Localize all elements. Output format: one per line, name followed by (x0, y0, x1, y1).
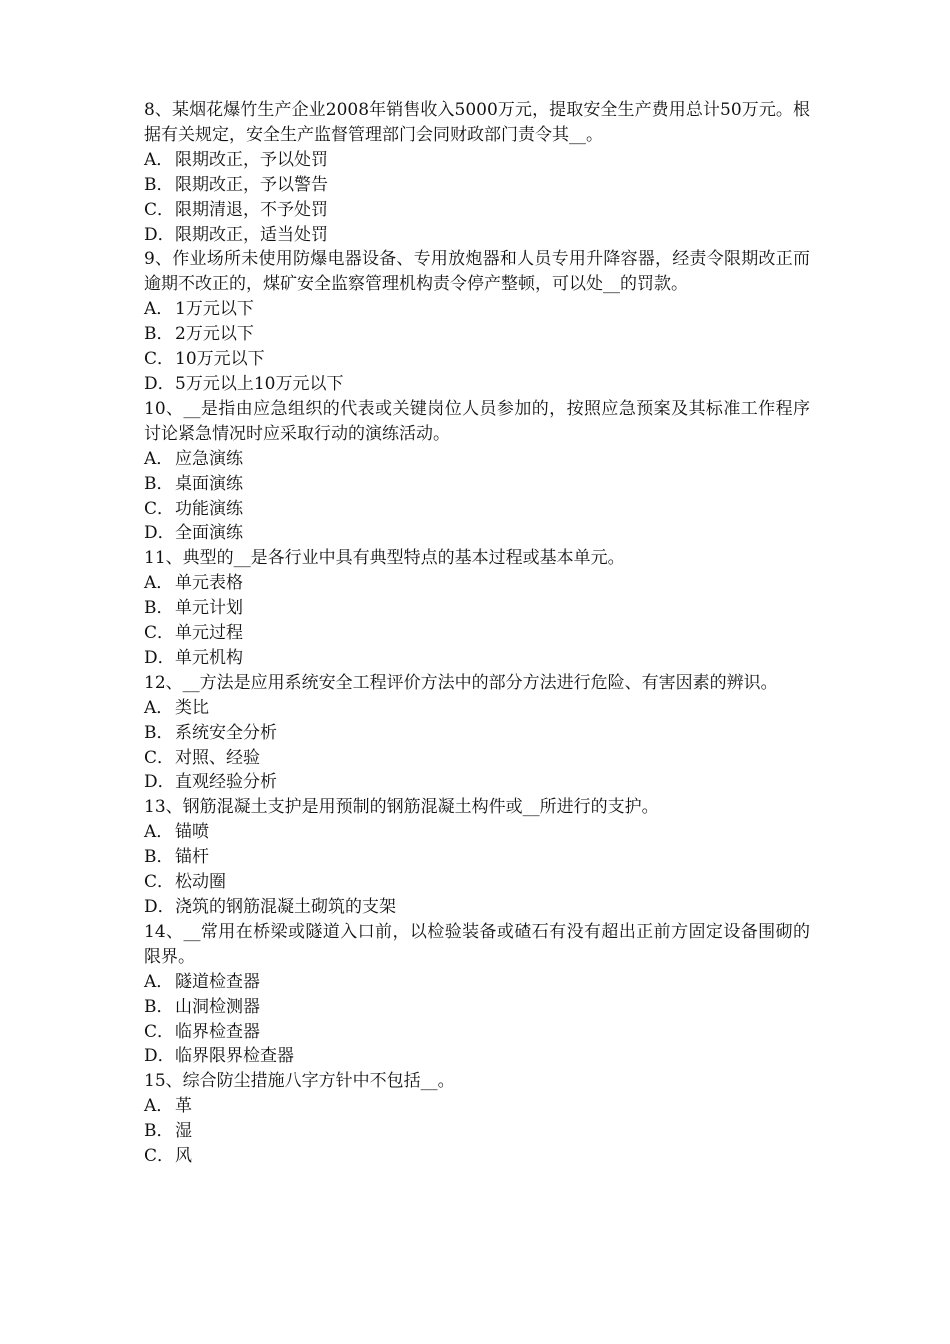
option-text: 全面演练 (175, 523, 243, 544)
answer-option (144, 820, 810, 845)
answer-option (144, 322, 810, 347)
option-letter: C． (144, 747, 175, 768)
answer-option (144, 995, 810, 1020)
question-item (144, 795, 810, 920)
option-text: 类比 (175, 697, 209, 718)
question-stem: 8、某烟花爆竹生产企业2008年销售收入5000万元，提取安全生产费用总计50万元。根据有关规定，安全生产监督管理部门会同财政部门责令其__。 (144, 100, 810, 145)
option-letter: C． (144, 623, 175, 644)
answer-option (144, 1044, 810, 1069)
document-page (144, 98, 810, 1169)
answer-option (144, 746, 810, 771)
option-letter: D． (144, 523, 175, 544)
option-text: 单元计划 (175, 598, 243, 619)
option-text: 单元机构 (175, 647, 243, 668)
option-letter: B． (144, 847, 174, 868)
option-letter: B． (144, 1121, 174, 1142)
answer-option (144, 372, 810, 397)
option-letter: A． (144, 1096, 174, 1117)
option-letter: D． (144, 647, 175, 668)
option-text: 锚杆 (175, 847, 209, 868)
answer-option (144, 895, 810, 920)
answer-option (144, 1020, 810, 1045)
option-text: 浇筑的钢筋混凝土砌筑的支架 (175, 897, 396, 917)
option-letter: A． (144, 149, 174, 170)
question-item (144, 546, 810, 671)
answer-option (144, 447, 810, 472)
option-text: 限期改正，适当处罚 (175, 224, 328, 245)
answer-option (144, 173, 810, 198)
answer-option (144, 571, 810, 596)
answer-option (144, 721, 810, 746)
question-item (144, 397, 810, 546)
option-text: 风 (175, 1146, 192, 1167)
answer-option (144, 347, 810, 372)
option-letter: C． (144, 872, 175, 893)
option-text: 2万元以下 (175, 324, 254, 345)
answer-option (144, 1094, 810, 1119)
option-text: 限期改正，予以警告 (175, 174, 328, 195)
option-letter: C． (144, 498, 175, 519)
option-text: 单元表格 (175, 573, 243, 594)
option-text: 5万元以上10万元以下 (175, 373, 344, 394)
answer-option (144, 148, 810, 173)
option-text: 直观经验分析 (175, 772, 277, 793)
option-letter: B． (144, 598, 174, 619)
answer-option (144, 696, 810, 721)
option-text: 10万元以下 (175, 349, 265, 370)
option-letter: C． (144, 199, 175, 220)
option-text: 湿 (175, 1121, 192, 1142)
question-stem: 10、__是指由应急组织的代表或关键岗位人员参加的，按照应急预案及其标准工作程序讨论紧急情况时应采取行动的演练活动。 (144, 398, 810, 444)
answer-option (144, 223, 810, 248)
option-text: 限期改正，予以处罚 (175, 149, 328, 170)
question-stem: 11、典型的__是各行业中具有典型特点的基本过程或基本单元。 (144, 548, 625, 569)
answer-option (144, 770, 810, 795)
option-text: 革 (175, 1096, 192, 1117)
option-letter: B． (144, 324, 174, 345)
question-list (144, 98, 810, 1169)
option-text: 临界限界检查器 (175, 1046, 294, 1067)
option-text: 隧道检查器 (175, 971, 260, 992)
question-stem: 12、__方法是应用系统安全工程评价方法中的部分方法进行危险、有害因素的辨识。 (144, 672, 778, 693)
answer-option (144, 621, 810, 646)
option-letter: D． (144, 1046, 175, 1067)
option-letter: B． (144, 722, 174, 743)
option-letter: C． (144, 1146, 175, 1167)
question-stem: 15、综合防尘措施八字方针中不包括__。 (144, 1071, 455, 1092)
question-stem: 9、作业场所未使用防爆电器设备、专用放炮器和人员专用升降容器，经责令限期改正而逾期不改正的，煤矿安全监察管理机构责令停产整顿，可以处__的罚款。 (144, 249, 810, 295)
option-letter: D． (144, 373, 175, 394)
question-stem: 13、钢筋混凝土支护是用预制的钢筋混凝土构件或__所进行的支护。 (144, 797, 659, 818)
option-text: 临界检查器 (175, 1021, 260, 1042)
option-letter: A． (144, 448, 174, 469)
answer-option (144, 472, 810, 497)
option-text: 限期清退，不予处罚 (175, 199, 328, 220)
option-letter: A． (144, 971, 174, 992)
answer-option (144, 1144, 810, 1169)
option-letter: B． (144, 473, 174, 494)
option-text: 桌面演练 (175, 473, 243, 494)
option-letter: A． (144, 822, 174, 843)
answer-option (144, 970, 810, 995)
option-text: 松动圈 (175, 872, 226, 893)
question-stem: 14、__常用在桥梁或隧道入口前，以检验装备或碴石有没有超出正前方固定设备围砌的限界。 (144, 921, 810, 967)
option-letter: A． (144, 697, 174, 718)
option-text: 单元过程 (175, 623, 243, 644)
question-item (144, 247, 810, 396)
answer-option (144, 646, 810, 671)
answer-option (144, 198, 810, 223)
question-item (144, 1069, 810, 1169)
option-letter: D． (144, 224, 175, 245)
option-text: 锚喷 (175, 822, 209, 843)
option-text: 功能演练 (175, 498, 243, 519)
option-letter: B． (144, 174, 174, 195)
option-letter: C． (144, 349, 175, 370)
question-item (144, 920, 810, 1069)
answer-option (144, 521, 810, 546)
option-letter: A． (144, 573, 174, 594)
answer-option (144, 1119, 810, 1144)
option-text: 1万元以下 (175, 299, 254, 320)
option-text: 系统安全分析 (175, 722, 277, 743)
answer-option (144, 870, 810, 895)
answer-option (144, 845, 810, 870)
question-item (144, 98, 810, 247)
option-letter: C． (144, 1021, 175, 1042)
answer-option (144, 297, 810, 322)
option-letter: D． (144, 772, 175, 793)
answer-option (144, 596, 810, 621)
option-text: 对照、经验 (175, 747, 260, 768)
option-text: 山洞检测器 (175, 996, 260, 1017)
option-text: 应急演练 (175, 448, 243, 469)
question-item (144, 671, 810, 796)
answer-option (144, 497, 810, 522)
option-letter: D． (144, 897, 175, 917)
option-letter: B． (144, 996, 174, 1017)
option-letter: A． (144, 299, 174, 320)
